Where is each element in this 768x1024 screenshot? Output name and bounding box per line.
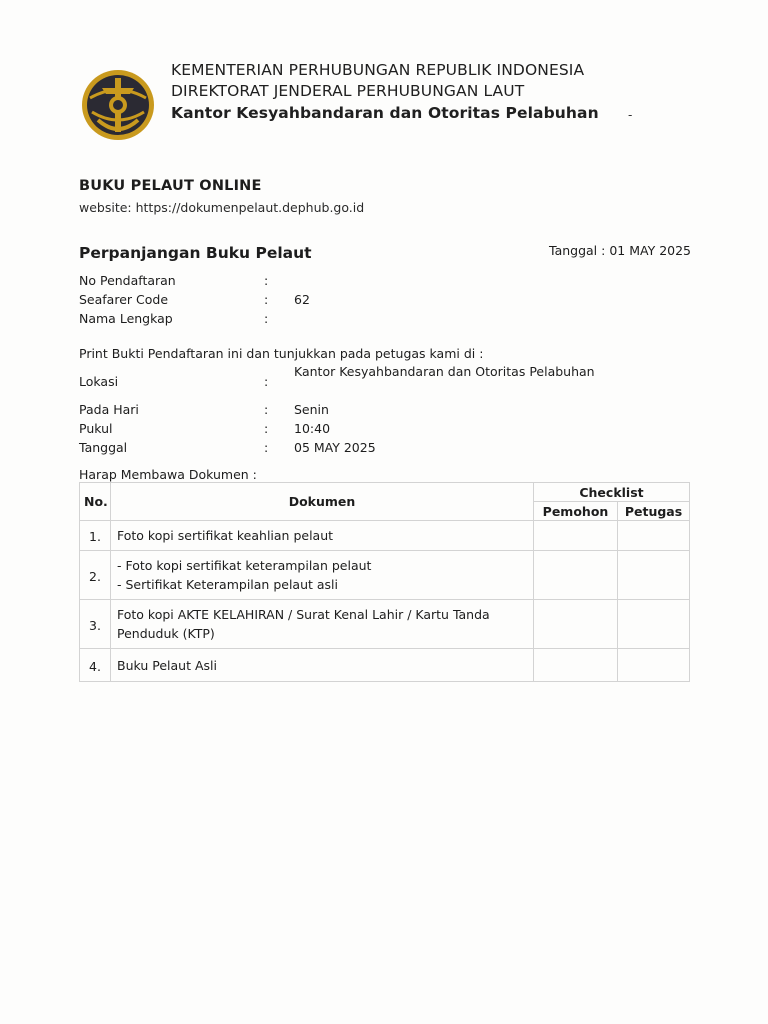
field-label: Pukul xyxy=(79,421,113,436)
column-header-dokumen: Dokumen xyxy=(111,483,534,521)
field-colon: : xyxy=(264,440,269,455)
document-line: - Foto kopi sertifikat keterampilan pelaut xyxy=(117,558,372,573)
instruction-text: Print Bukti Pendaftaran ini dan tunjukkan pada petugas kami di : xyxy=(79,346,484,361)
field-value: 10:40 xyxy=(294,421,331,436)
document-line: - Sertifikat Keterampilan pelaut asli xyxy=(117,577,338,592)
checkbox-cell-petugas xyxy=(618,551,690,600)
document-line: Foto kopi sertifikat keahlian pelaut xyxy=(117,528,334,543)
column-header-no: No. xyxy=(80,483,111,521)
field-label: No Pendaftaran xyxy=(79,273,176,288)
field-colon: : xyxy=(264,374,269,389)
field-colon: : xyxy=(264,292,269,307)
field-value: Senin xyxy=(294,402,329,417)
column-header-checklist: Checklist xyxy=(534,483,690,502)
date-value: 01 MAY 2025 xyxy=(609,243,692,258)
field-label: Nama Lengkap xyxy=(79,311,173,326)
row-number: 2. xyxy=(80,551,111,600)
ministry-name: KEMENTERIAN PERHUBUNGAN REPUBLIK INDONESIA xyxy=(171,61,585,79)
row-number: 4. xyxy=(80,649,111,682)
document-line: Foto kopi AKTE KELAHIRAN / Surat Kenal Lahir / Kartu Tanda xyxy=(117,607,490,622)
office-name: Kantor Kesyahbandaran dan Otoritas Pelabuhan xyxy=(171,104,599,122)
field-label: Lokasi xyxy=(79,374,119,389)
document-date xyxy=(549,243,691,258)
row-number: 1. xyxy=(80,521,111,551)
field-label: Seafarer Code xyxy=(79,292,169,307)
date-label: Tanggal : xyxy=(549,243,606,258)
row-number: 3. xyxy=(80,600,111,649)
table-row xyxy=(80,551,690,600)
row-document xyxy=(111,649,534,682)
ministry-logo xyxy=(80,68,156,142)
lokasi-value: Kantor Kesyahbandaran dan Otoritas Pelabuhan xyxy=(294,364,595,379)
field-value: 62 xyxy=(294,292,310,307)
checkbox-cell-pemohon xyxy=(534,600,618,649)
letterhead-mark: - xyxy=(628,108,633,122)
letterhead xyxy=(171,60,599,124)
row-document xyxy=(111,551,534,600)
field-label: Tanggal xyxy=(79,440,128,455)
document-line: Buku Pelaut Asli xyxy=(117,657,217,673)
checkbox-cell-petugas xyxy=(618,600,690,649)
documents-heading: Harap Membawa Dokumen : xyxy=(79,467,257,482)
document-line: Penduduk (KTP) xyxy=(117,626,215,641)
checkbox-cell-petugas xyxy=(618,649,690,682)
field-colon: : xyxy=(264,402,269,417)
table-row xyxy=(80,649,690,682)
field-colon: : xyxy=(264,421,269,436)
checkbox-cell-pemohon xyxy=(534,521,618,551)
checkbox-cell-pemohon xyxy=(534,649,618,682)
website-line: website: https://dokumenpelaut.dephub.go.id xyxy=(79,200,365,215)
field-colon: : xyxy=(264,273,269,288)
column-header-pemohon: Pemohon xyxy=(534,502,618,521)
field-value: 05 MAY 2025 xyxy=(294,440,376,455)
app-title: BUKU PELAUT ONLINE xyxy=(79,178,262,194)
directorate-name: DIREKTORAT JENDERAL PERHUBUNGAN LAUT xyxy=(171,82,525,100)
row-document xyxy=(111,521,534,551)
row-document xyxy=(111,600,534,649)
table-row xyxy=(80,521,690,551)
document-title: Perpanjangan Buku Pelaut xyxy=(79,244,312,262)
checkbox-cell-petugas xyxy=(618,521,690,551)
field-colon: : xyxy=(264,311,269,326)
documents-table xyxy=(79,482,690,682)
field-label: Pada Hari xyxy=(79,402,139,417)
checkbox-cell-pemohon xyxy=(534,551,618,600)
table-row xyxy=(80,600,690,649)
column-header-petugas: Petugas xyxy=(618,502,690,521)
